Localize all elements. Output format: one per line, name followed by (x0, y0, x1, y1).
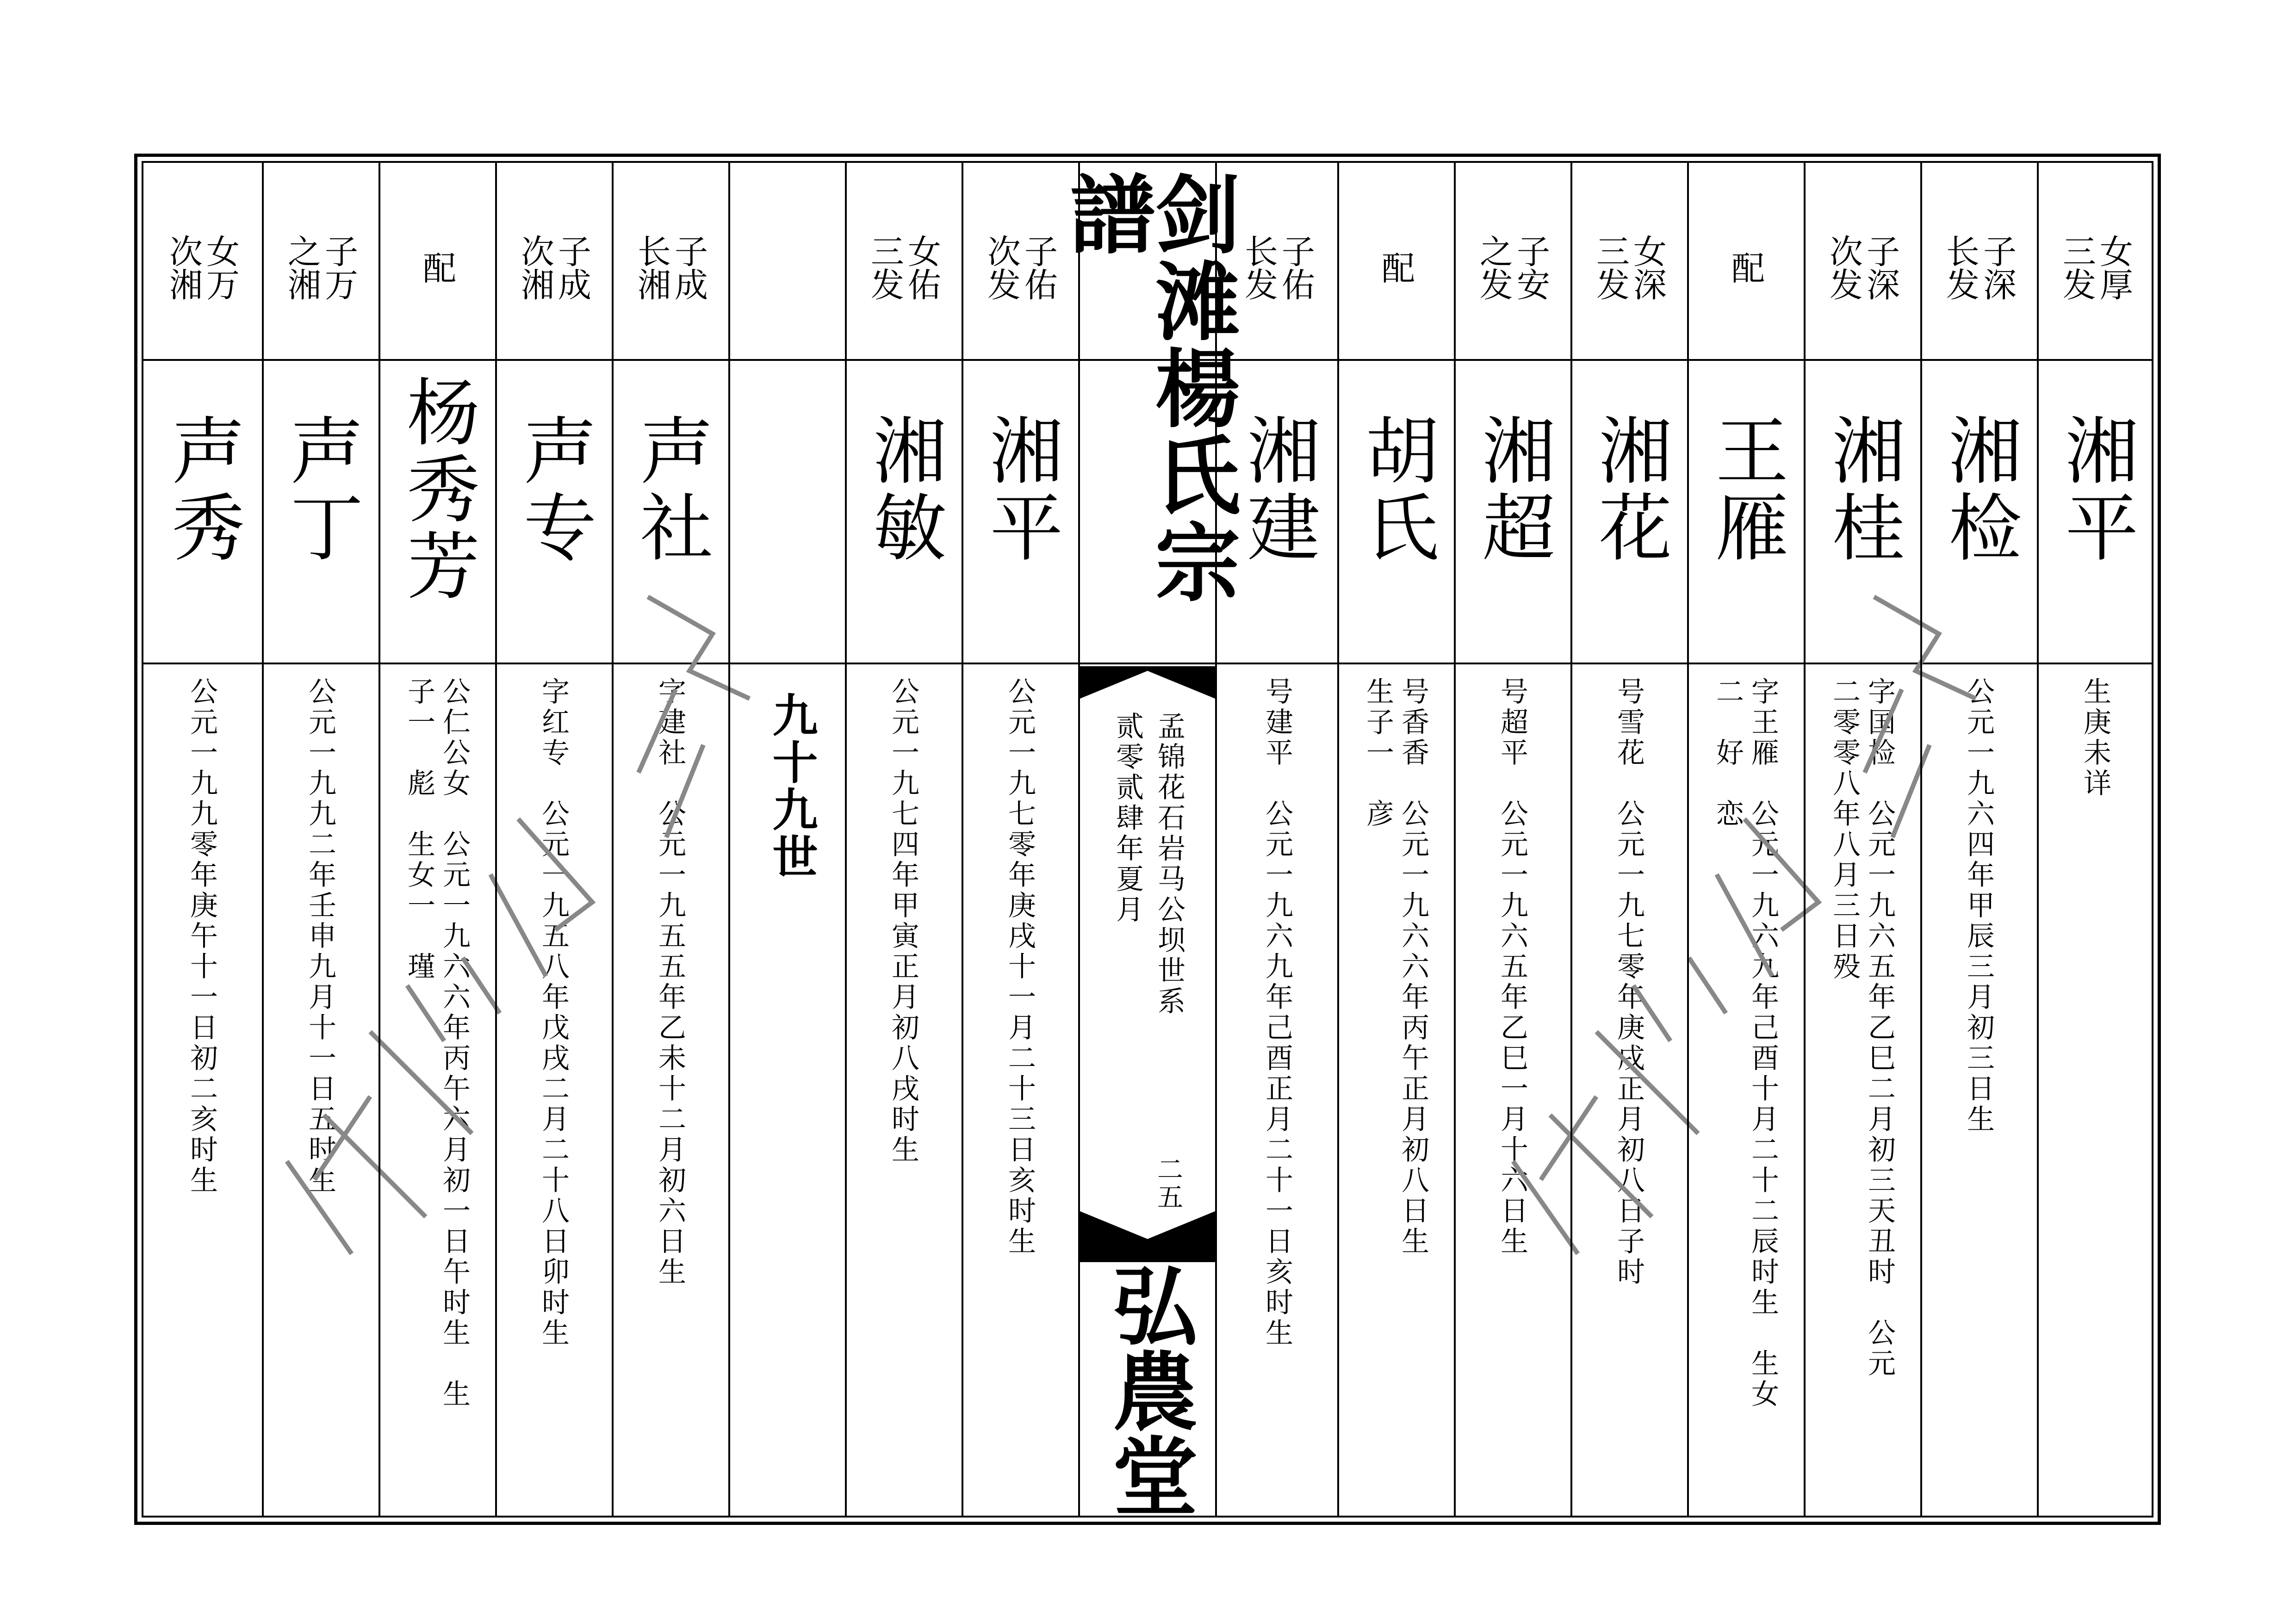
bio-text: 字红专 公元一九五八年戊戌二月二十八日卯时生 (537, 677, 570, 1349)
column-divider (2037, 161, 2039, 1518)
column-divider (845, 161, 847, 1518)
member-name: 声秀 (159, 413, 245, 566)
bio-cell (962, 677, 1078, 1508)
relation-cell (1920, 221, 2037, 314)
relation-text: 次湘 (164, 234, 203, 301)
member-name: 湘敏 (861, 413, 946, 566)
bio-cell (1217, 677, 1337, 1508)
bio-text: 公仁公女 公元一九六六年丙午六月初一日午时生 生 (438, 677, 471, 1410)
member-column (1337, 161, 1454, 1518)
bio-text: 公元一九七零年庚戌十一月二十三日亥时生 (1004, 677, 1036, 1257)
member-name: 声丁 (278, 413, 363, 566)
relation-text: 子万 (319, 234, 358, 301)
relation-text: 子安 (1511, 234, 1550, 301)
member-name: 王雁 (1703, 413, 1788, 566)
member-name: 声社 (627, 413, 713, 566)
relation-text: 三发 (2057, 234, 2096, 301)
book-title-text: 剑滩楊氏宗譜 (1055, 170, 1240, 605)
relation-text: 次发 (1824, 234, 1863, 301)
page-number: 二五 (1153, 1156, 1183, 1211)
relation-text: 长发 (1239, 234, 1278, 301)
relation-cell (1337, 221, 1454, 314)
bio-text: 生子一 彦 (1362, 677, 1394, 830)
bio-text: 字国检 公元一九六五年乙巳二月初三天丑时 公元 (1863, 677, 1896, 1379)
name-cell (262, 369, 379, 610)
generation-label: 九十九世 (765, 692, 818, 880)
name-cell (495, 369, 612, 610)
relation-text: 次湘 (515, 234, 554, 301)
relation-text: 女佑 (902, 234, 941, 301)
relation-cell (612, 221, 728, 314)
hall-name-text: 弘農堂 (1098, 1262, 1197, 1518)
member-name: 湘超 (1470, 413, 1555, 566)
relation-text: 配 (417, 251, 456, 284)
name-cell (1570, 369, 1687, 610)
relation-text: 配 (1726, 251, 1765, 284)
bio-text: 公元一九六四年甲辰三月初三日生 (1962, 677, 1995, 1135)
relation-cell (1804, 221, 1920, 314)
relation-text: 女万 (201, 234, 240, 301)
name-cell (962, 369, 1078, 610)
bio-text: 字建社 公元一九五五年乙未十二月初六日生 (654, 677, 686, 1288)
bio-text: 公元一九七四年甲寅正月初八戌时生 (887, 677, 919, 1165)
name-cell (142, 369, 262, 610)
relation-cell (1570, 221, 1687, 314)
relation-text: 子成 (669, 234, 708, 301)
relation-text: 长发 (1941, 234, 1980, 301)
bio-text: 公元一九九零年庚午十一日初二亥时生 (186, 677, 218, 1196)
member-name: 湘桂 (1819, 413, 1905, 566)
hall-name (1080, 1262, 1215, 1518)
relation-cell (728, 221, 845, 314)
column-divider (612, 161, 614, 1518)
publish-date: 贰零贰肆年夏月 (1111, 712, 1144, 925)
relation-text: 女深 (1628, 234, 1667, 301)
relation-text: 长湘 (632, 234, 671, 301)
lineage-line: 孟锦花石岩马公坝世系 (1153, 712, 1185, 1017)
bio-text: 号雪花 公元一九七零年庚戌正月初八日子时 (1613, 677, 1645, 1288)
member-name: 湘平 (977, 413, 1063, 566)
column-divider (728, 161, 730, 1518)
member-name: 湘花 (1586, 413, 1672, 566)
member-column (845, 161, 962, 1518)
bio-text: 二零零八年八月三日殁 (1828, 677, 1861, 982)
column-divider (1337, 161, 1339, 1518)
relation-text: 子成 (552, 234, 591, 301)
member-name: 声专 (511, 413, 596, 566)
name-cell (1337, 369, 1454, 610)
relation-cell (1687, 221, 1804, 314)
center-spine (1055, 161, 1240, 1518)
bio-text: 号建平 公元一九六九年己酉正月二十一日亥时生 (1261, 677, 1293, 1349)
column-divider (1804, 161, 1806, 1518)
bio-text: 公元一九九二年壬申九月十一日五时生 (304, 677, 336, 1196)
member-name: 胡氏 (1353, 413, 1439, 566)
name-cell (2037, 369, 2153, 610)
member-name: 杨秀芳 (394, 374, 480, 605)
relation-text: 女厚 (2094, 234, 2133, 301)
relation-cell (142, 221, 262, 314)
relation-text: 三发 (865, 234, 904, 301)
column-divider (1687, 161, 1689, 1518)
relation-text: 子深 (1978, 234, 2017, 301)
book-title (1055, 170, 1240, 670)
bio-text: 号超平 公元一九六五年乙巳一月十六日生 (1496, 677, 1528, 1257)
bio-cell (2037, 677, 2153, 1508)
name-cell (1454, 369, 1570, 610)
relation-text: 子佑 (1019, 234, 1058, 301)
name-cell (1687, 369, 1804, 610)
member-name: 湘检 (1936, 413, 2022, 566)
relation-text: 三发 (1591, 234, 1630, 301)
relation-cell (1454, 221, 1570, 314)
name-cell (728, 369, 845, 610)
member-column (962, 161, 1078, 1518)
member-name: 湘平 (2053, 413, 2138, 566)
relation-cell (262, 221, 379, 314)
name-cell (1804, 369, 1920, 610)
relation-cell (845, 221, 962, 314)
fishtail-top-icon (1080, 666, 1215, 703)
bio-text: 字王雁 公元一九六九年己酉十月二十二辰时生 生女 (1747, 677, 1779, 1410)
bio-text: 二 好 恋 (1712, 677, 1744, 830)
relation-cell (495, 221, 612, 314)
bio-text: 号香香 公元一九六六年丙午正月初八日生 (1397, 677, 1429, 1257)
relation-text: 之发 (1474, 234, 1513, 301)
name-cell (845, 369, 962, 610)
column-divider (495, 161, 497, 1518)
relation-text: 子佑 (1276, 234, 1315, 301)
name-cell (612, 369, 728, 610)
column-divider (962, 161, 963, 1518)
name-cell (1920, 369, 2037, 610)
column-divider (1454, 161, 1456, 1518)
column-divider (1920, 161, 1922, 1518)
relation-cell (2037, 221, 2153, 314)
fishtail-bottom-icon (1080, 1211, 1215, 1262)
bio-cell (845, 677, 962, 1508)
relation-text: 次发 (982, 234, 1021, 301)
bio-text: 生庚未详 (2079, 677, 2111, 799)
watermark-stamp-left-icon (231, 578, 787, 1272)
relation-text: 配 (1376, 251, 1415, 284)
relation-cell (379, 221, 495, 314)
bio-text: 子一 彪 生女一 瑾 (403, 677, 435, 982)
column-divider (379, 161, 380, 1518)
name-cell (379, 369, 495, 610)
member-column (2037, 161, 2153, 1518)
column-divider (262, 161, 264, 1518)
relation-text: 子深 (1861, 234, 1900, 301)
watermark-stamp-right-icon (1458, 578, 2013, 1272)
relation-text: 之湘 (282, 234, 321, 301)
bio-cell (1337, 677, 1454, 1508)
column-divider (1570, 161, 1572, 1518)
member-name: 湘建 (1235, 413, 1320, 566)
